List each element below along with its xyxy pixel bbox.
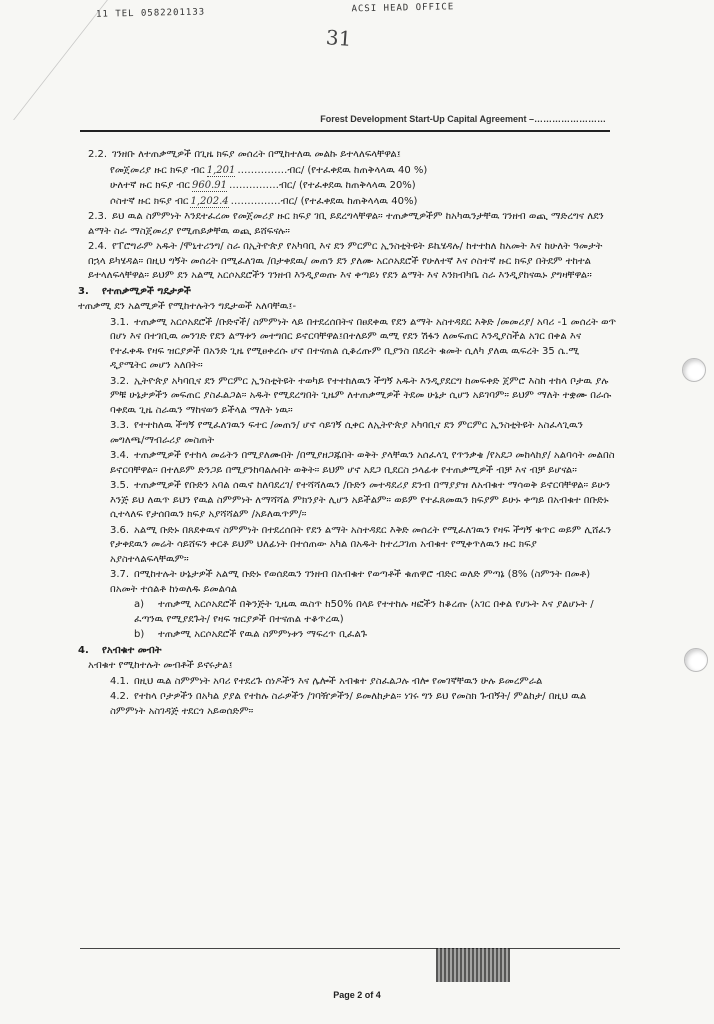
handwritten-page-number: 31: [325, 25, 353, 51]
clause-3-7-a: a) ተጠቃሚ አርሶአደሮች በቅንጅት ጊዜዉ ዉስጥ ከ50% በላይ የተተከሉ ዛፎችን ከቆረጡ (አገር በቀል የሆኑት እና ያልሆኑት /ፈጣንዉ የሚያደጉት/ የዛፍ ዝርያዎች በተናጠል ተቆጥረዉ): [134, 599, 594, 625]
payment-third-round: ሶስተኛ ዙር ክፍያ ብር 1,202.4 ……………ብር/ (የተፈቀደዉ ከጠቅላላዉ 40%): [110, 195, 418, 207]
clause-2-3: 2.3. ይህ ዉል ስምምነት እንደተፈረመ የመጀመሪያ ዙር ክፍያ ገቢ ይደረግላቸዋል። ተጠቃሚዎችም ከአካዉንታቸዉ ገንዘብ ወጪ ማድረግና ለደን ልማት ስራ ማስጀመሪያ የሚጠይቃቸዉ ወጪ ይሸፍናሉ።: [88, 211, 604, 237]
section-3-intro: ተጠቃሚ ደን አልሚዎች የሚከተሉትን ግዴታወች አለባቸዉ፤-: [78, 301, 297, 312]
running-header: Forest Development Start-Up Capital Agreement –……………………: [320, 114, 606, 124]
fax-header: [96, 2, 454, 20]
clause-3-5: 3.5. ተጠቃሚዎች የቡድን አባል ሰዉኖ ከለባደረገ/ የተሻሻለዉን /ቡድን መተዳደሪያ ደንብ በማያያዝ ለአብቁተ ማሳወቅ ይኖርባቸዋል። ይሁን እንጅ ይህ ለዉጥ ይህን የዉል ስምምነት ለማሻሻል ምክንያት ሊሆን አይችልም። ወይም የተፈጸመዉን ክፍያም ይሁኑ ቀጣይ በአብቁተ በቡድኑ ሲተላለፍ የታሰበዉን ክፍያ አያሻሻልም /አይለዉጥም/።: [110, 480, 611, 520]
clause-2-4: 2.4. የፐሮግራም አዱት /ሞኒተሪንግ/ ስራ በኢትዮጵያ የአካባቢ እና ደን ምርምር ኢንስቲትዩት ይኬሄዳሉ/ ከተተከለ ከአመት እና ከሁለት ዓመታት በኋላ ይካሄዳል። በዚህ ግኝት መሰረት በሚፈለገዉ /በታቀደዉ/ መጠን ደን ያለሙ አርሶአደሮች የሁለተኛ እና ሶስተኛ ዙር ክፍያ በትደም ተከተል ይተላለፍላቸዋል። ይህም ደን አልሚ አርሶአደሮችን ገንዘብ እንዲያወጡ እና ቀጣይነ የደን ልማት እና እንክብካቤ ስራ እንዲያከናዉኑ ያግዛቸዋል።: [88, 241, 603, 281]
clause-3-6: 3.6. አልሚ ቡድኑ በጸደቀዉና ስምምነት በተደረሰበት የደን ልማት አስተዳደር እቅድ መሰረት የሚፈለገዉን የዛፍ ችግኝ ቁጥር ወይም ሊሸፈን የታቀደዉን መሬት ሳይሸፍን ቀርቶ ይህም ህለፊነት በተሰጠው አካል በአዱት ከተረጋገጠ አብቁተ የሚቀጥለዉን ዙር ክፍያ አያስተላልፍላቸዉም።: [110, 524, 612, 565]
clause-2-2: 2.2. ገንዘቡ ለተጠቃሚዎች በጊዜ ክፍያ መሰረት በሚከተለዉ መልኩ ይተላለፍላቸዋል፤: [88, 149, 401, 160]
punch-hole: [684, 648, 708, 672]
punch-hole: [682, 358, 706, 382]
header-rule: [80, 130, 610, 132]
clause-3-7: 3.7. በሚከተሉት ሁኔታዎች አልሚ ቡድኑ የወሰደዉን ገንዘብ በአብቁተ የወጣቶች ቁጠዋሮ ብድር ወለድ ምጣኔ (8% (ስምንት በመቶ) በአመት ተሰልቶ ከነወለዱ ይመልሳል: [110, 569, 591, 595]
clause-3-7-b: b) ተጠቃሚ አርሶአደሮች የዉል ስምምነቱን ማፍረጥ ቢፈልጉ: [134, 629, 368, 640]
section-4-heading: 4. የአብቁተ መብት: [78, 644, 162, 656]
section-3-heading: 3. የተጠቃሚዎች ግዴታዎች: [78, 285, 191, 297]
agreement-body: [78, 148, 618, 720]
scan-corner-shadow: [0, 0, 108, 120]
fax-line: 11 TEL 0582201133: [95, 7, 206, 20]
payment-first-round: የመጀመሪያ ዙር ክፍያ ብር 1,201 ……………ብር/ (የተፈቀደዉ ከጠቅላላዉ 40 %): [110, 164, 428, 176]
payment-second-round: ሁለተኛ ዙር ክፍያ ብር 960.91 ……………ብር/ (የተፈቀደዉ ከጠቅላላዉ 20%): [110, 180, 416, 191]
clause-4-1: 4.1. በዚህ ዉል ስምምነት አባሪ የተደረጉ ሰነዶችን እና ሌሎች አብቁተ ያስፈልጋሉ ብሎ የመገኛቸዉን ሁሉ ይመረምራል: [110, 675, 543, 687]
stamp-mark: [436, 948, 510, 982]
section-4-intro: አብቁተ የሚከተሉት መብቶች ይኖሩታል፤: [88, 660, 233, 671]
clause-3-1: 3.1. ተጠቃሚ አርሶአደሮች /ቡድኖች/ ስምምነት ላይ በተደረሰበትና በፀደቀዉ የደን ልማት አስተዳደር እቅድ /መመሪያ/ አባሪ -1 መሰረት ወጥ በሆነ እና በተገቢዉ መንገድ የደን ልማቱን መተግበር ይኖርባቸዋል፤በተለይም ዉሚ የደን ሽፋን ለመፍጠር እንዲያስችል አገር በቀል እና የተፈቀዱ የዛፍ ዝርያዎች በአንድ ጊዜ የሚፀቀረሱ ሆኖ በተናጠል ሲቆረጡም ቢያንስ በደረት ቁመት ሲለካ ያለዉ ዉፍረት 35 ሴ.ሚ ዲያሜትር መሆን አለበት።: [110, 316, 617, 371]
clause-3-3: 3.3. የተተከለዉ ችግኝ የሚፈለገዉን ፍተር /መጠን/ ሆኖ ሳይገኝ ሲቀር ለኢትዮጵያ አካባቢና ደን ምርምር ኢንስቲትዩት አስፈላጊዉን መግለጫ/ማብራሪያ መስጠት: [110, 420, 583, 446]
footer-rule: [80, 948, 620, 949]
clause-4-2: 4.2. የተከላ ቦታዎችን በአካል ያያል የተከሉ ስራዎችን /ገባዥዎችን/ ይመለከታል። ነገሩ ግን ይህ የመስክ ጉብኝት/ ምልከታ/ በዚህ ዉል ስምምነት አስገዳጅ ተደርጎ አይወሰድም።: [110, 691, 587, 717]
clause-3-2: 3.2. ኢትዮጵያ አካባቢና ደን ምርምር ኢንስቲትዩት ተወካይ የተተከለዉን ችግኝ አዱት እንዲያደርግ ከመፍቀድ ጀምሮ እስከ ተከላ ቦታዉ ያሉ ምቹ ሁኔታዎችን መፍጠር ያስፈልጋል። አዱት የሚደረግበት ጊዜም ለተጠቃሚዎች ትደመ ሁኔታ ሲሆን አይገባም። ይህም ማለት ተቋሙ በራሱ ባቀደዉ ጊዜ ስራዉን ማከናወን ይችላል ማለት ነዉ።: [110, 375, 612, 416]
clause-3-4: 3.4. ተጠቃሚዎች የተከላ መሬትን በሚያለሙበት /በሚያዘጋጁበት ወቅት ያላቸዉን አሰፈላጊ የጥንቃቄ /የአደጋ መከላከያ/ አልባሳት መልበስ ይኖርባቸዋል። በተለይም ድንጋይ በሚያንከባልሉበት ወቅት። ይህም ሆኖ አደጋ ቢደርስ ኃላፊቱ የተጠቃሚዎች ብቻ እና ብቻ ይሆናል።: [110, 450, 615, 476]
fax-title: ACSI HEAD OFFICE: [351, 2, 455, 15]
page-footer: Page 2 of 4: [333, 990, 381, 1000]
